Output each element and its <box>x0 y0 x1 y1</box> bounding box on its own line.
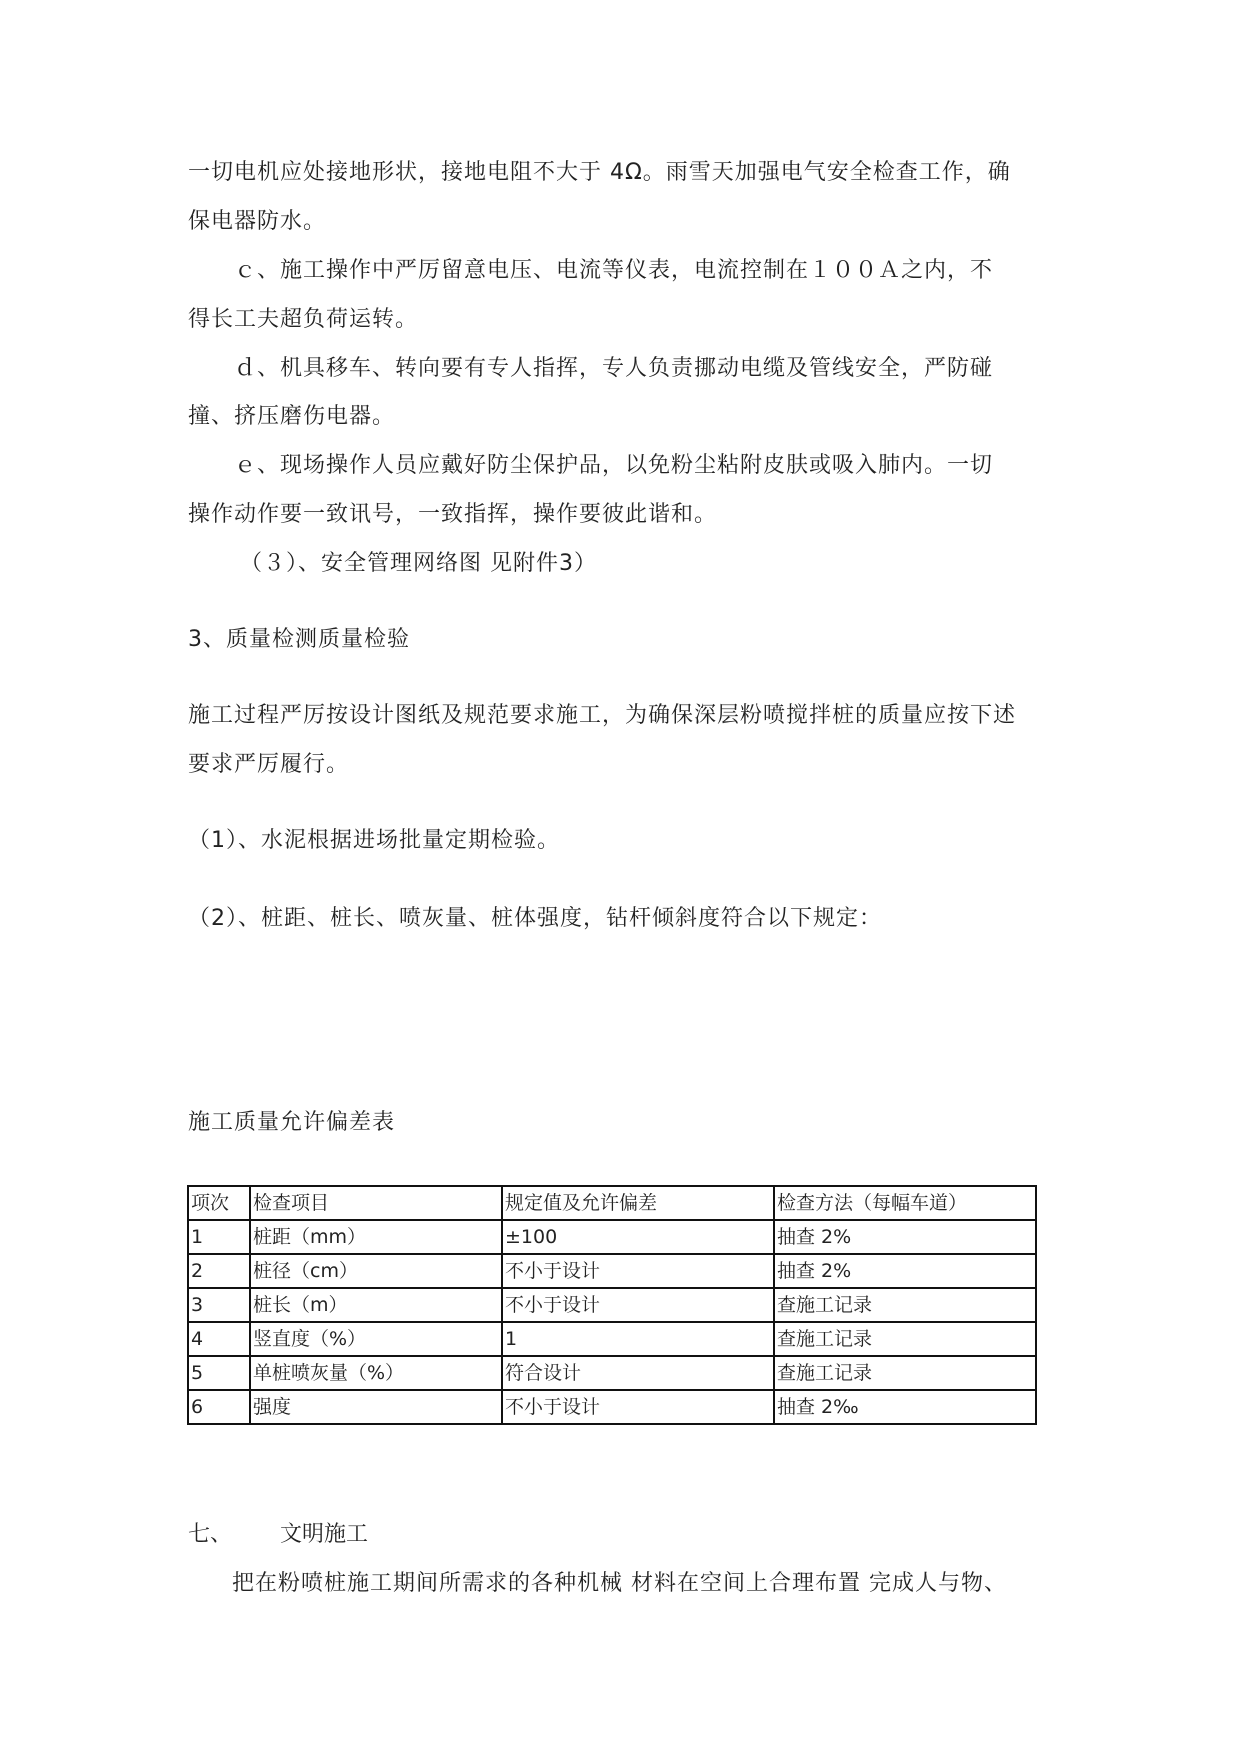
paragraph-line: 要求严厉履行。 <box>188 752 350 777</box>
table-cell: 抽查 2‰ <box>774 1390 1036 1424</box>
table-cell: 桩长（m） <box>250 1288 502 1322</box>
deviation-table <box>187 1185 1037 1425</box>
table-cell: 桩径（cm） <box>250 1254 502 1288</box>
paragraph-line: 一切电机应处接地形状，接地电阻不大于 4Ω。雨雪天加强电气安全检查工作，确 <box>188 160 1011 185</box>
table-cell: ±100 <box>502 1220 774 1254</box>
table-header-row <box>188 1186 1036 1220</box>
table-cell: 抽查 2% <box>774 1220 1036 1254</box>
table-cell: 查施工记录 <box>774 1322 1036 1356</box>
table-header-cell: 检查方法（每幅车道） <box>774 1186 1036 1220</box>
table-row <box>188 1220 1036 1254</box>
paragraph-line: 操作动作要一致讯号，一致指挥，操作要彼此谐和。 <box>188 502 718 527</box>
table-cell: 5 <box>188 1356 250 1390</box>
table-row <box>188 1288 1036 1322</box>
paragraph-line: ｅ、现场操作人员应戴好防尘保护品，以免粉尘粘附皮肤或吸入肺内。一切 <box>188 453 994 478</box>
table-cell: 6 <box>188 1390 250 1424</box>
table-cell: 不小于设计 <box>502 1288 774 1322</box>
paragraph-line: ｃ、施工操作中严厉留意电压、电流等仪表，电流控制在１００Ａ之内，不 <box>188 258 994 283</box>
table-cell: 不小于设计 <box>502 1390 774 1424</box>
table-row <box>188 1322 1036 1356</box>
table-cell: 3 <box>188 1288 250 1322</box>
table-cell: 桩距（mm） <box>250 1220 502 1254</box>
table-header-cell: 规定值及允许偏差 <box>502 1186 774 1220</box>
section-heading: 3、质量检测质量检验 <box>188 627 410 652</box>
table-cell: 查施工记录 <box>774 1288 1036 1322</box>
table-cell: 竖直度（%） <box>250 1322 502 1356</box>
table-cell: 不小于设计 <box>502 1254 774 1288</box>
paragraph-line: 保电器防水。 <box>188 209 327 234</box>
table-header-cell: 项次 <box>188 1186 250 1220</box>
paragraph-line: 撞、挤压磨伤电器。 <box>188 404 396 429</box>
table-cell: 2 <box>188 1254 250 1288</box>
table-cell: 4 <box>188 1322 250 1356</box>
table-row <box>188 1356 1036 1390</box>
list-item: （1）、水泥根据进场批量定期检验。 <box>188 828 560 853</box>
table-row <box>188 1254 1036 1288</box>
section-title: 文明施工 <box>280 1522 369 1547</box>
paragraph-line: 施工过程严厉按设计图纸及规范要求施工，为确保深层粉喷搅拌桩的质量应按下述 <box>188 703 1017 728</box>
list-item: （３）、安全管理网络图 见附件3） <box>240 551 597 576</box>
table-row <box>188 1390 1036 1424</box>
paragraph-line: 得长工夫超负荷运转。 <box>188 307 419 332</box>
table-cell: 符合设计 <box>502 1356 774 1390</box>
paragraph-line: 把在粉喷桩施工期间所需求的各种机械 材料在空间上合理布置 完成人与物、 <box>232 1571 1007 1596</box>
table-cell: 1 <box>188 1220 250 1254</box>
table-cell: 单桩喷灰量（%） <box>250 1356 502 1390</box>
table-title: 施工质量允许偏差表 <box>188 1110 396 1135</box>
paragraph-line: ｄ、机具移车、转向要有专人指挥，专人负责挪动电缆及管线安全，严防碰 <box>188 356 994 381</box>
table-cell: 强度 <box>250 1390 502 1424</box>
list-item: （2）、桩距、桩长、喷灰量、桩体强度，钻杆倾斜度符合以下规定： <box>188 906 882 931</box>
table-cell: 查施工记录 <box>774 1356 1036 1390</box>
table-cell: 1 <box>502 1322 774 1356</box>
table-cell: 抽查 2% <box>774 1254 1036 1288</box>
section-heading <box>188 1520 368 1550</box>
section-number: 七、 <box>188 1522 233 1547</box>
table-header-cell: 检查项目 <box>250 1186 502 1220</box>
